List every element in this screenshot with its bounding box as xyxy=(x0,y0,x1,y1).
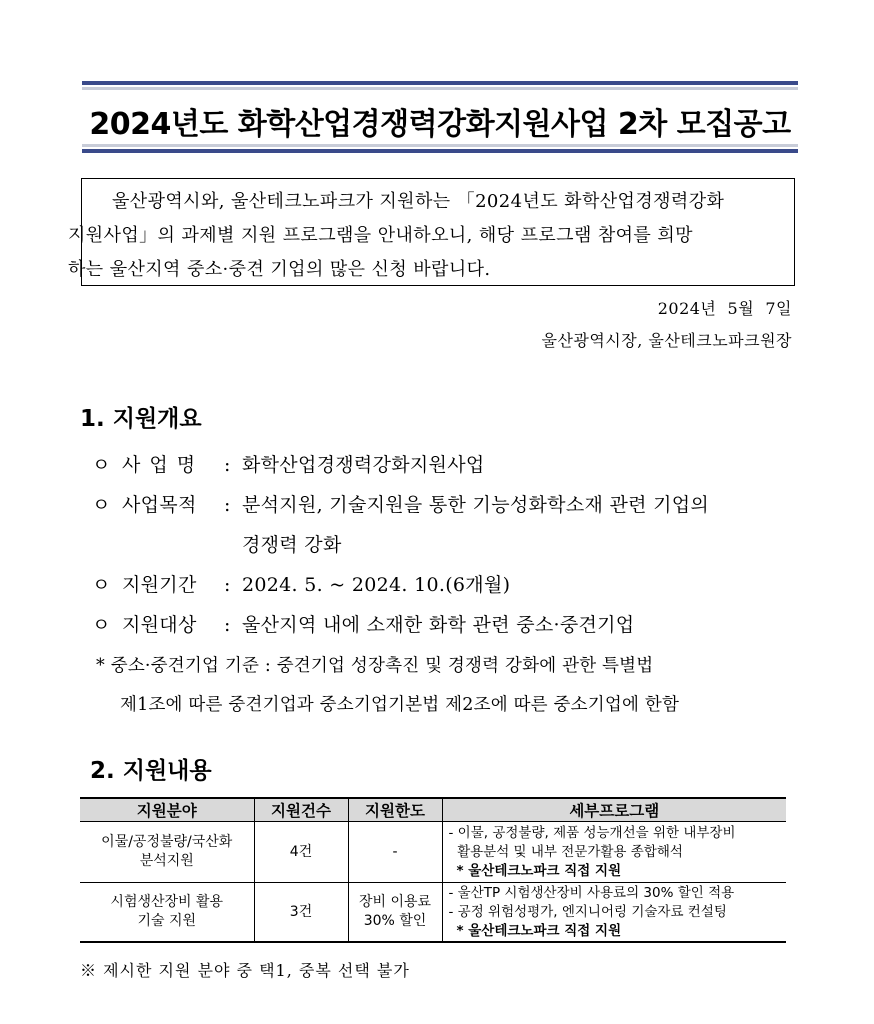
criteria-note-line-1: * 중소·중견기업 기준 : 중견기업 성장촉진 및 경쟁력 강화에 관한 특별법 xyxy=(96,656,654,676)
header-limit: 지원한도 xyxy=(348,798,442,822)
item-value: 분석지원, 기술지원을 통한 기능성화학소재 관련 기업의 xyxy=(242,494,710,516)
cell-limit: 장비 이용료 30% 할인 xyxy=(348,883,442,943)
header-field: 지원분야 xyxy=(80,798,254,822)
item-label: 지원기간 xyxy=(122,574,197,596)
page-title: 2024년도 화학산업경쟁력강화지원사업 2차 모집공고 xyxy=(89,107,791,142)
cell-field: 이물/공정불량/국산화 분석지원 xyxy=(80,822,254,883)
selection-footnote: ※ 제시한 지원 분야 중 택1, 중복 선택 불가 xyxy=(80,961,410,980)
table-row xyxy=(80,883,786,943)
support-table xyxy=(80,797,786,943)
section-1-heading: 1. 지원개요 xyxy=(80,406,202,432)
intro-box xyxy=(68,178,795,286)
intro-line-3: 하는 울산지역 중소·중견 기업의 많은 신청 바랍니다. xyxy=(68,259,491,280)
cell-detail: - 울산TP 시험생산장비 사용료의 30% 할인 적용 - 공정 위험성평가, 엔지니어링 기술자료 컨설팅 * 울산테크노파크 직접 지원 xyxy=(442,883,786,943)
title-banner xyxy=(82,81,798,153)
item-value: 화학산업경쟁력강화지원사업 xyxy=(242,454,485,476)
cell-count: 4건 xyxy=(254,822,348,883)
announcement-date: 2024년 5월 7일 xyxy=(657,299,792,318)
item-label: 지원대상 xyxy=(122,614,197,636)
cell-field: 시험생산장비 활용 기술 지원 xyxy=(80,883,254,943)
header-count: 지원건수 xyxy=(254,798,348,822)
intro-line-1: 울산광역시와, 울산테크노파크가 지원하는 「2024년도 화학산업경쟁력강화 xyxy=(112,191,725,212)
item-value: 울산지역 내에 소재한 화학 관련 중소·중견기업 xyxy=(242,614,635,636)
item-value: 2024. 5. ~ 2024. 10.(6개월) xyxy=(242,574,511,596)
item-label: 사업명 xyxy=(122,454,205,476)
item-label: 사업목적 xyxy=(122,494,197,516)
cell-detail: - 이물, 공정불량, 제품 성능개선을 위한 내부장비 활용분석 및 내부 전문가활용 종합해석 * 울산테크노파크 직접 지원 xyxy=(442,822,786,883)
overview-item-name: ㅇ 사업명 : 화학산업경쟁력강화지원사업 xyxy=(92,450,485,477)
overview-item-period: ㅇ 지원기간 : 2024. 5. ~ 2024. 10.(6개월) xyxy=(92,570,510,597)
criteria-note-line-2: 제1조에 따른 중견기업과 중소기업기본법 제2조에 따른 중소기업에 한함 xyxy=(120,695,680,715)
overview-item-purpose-cont: 경쟁력 강화 xyxy=(242,534,342,556)
section-2-heading: 2. 지원내용 xyxy=(90,758,212,784)
overview-item-target: ㅇ 지원대상 : 울산지역 내에 소재한 화학 관련 중소·중견기업 xyxy=(92,610,634,637)
table-row xyxy=(80,822,786,883)
cell-count: 3건 xyxy=(254,883,348,943)
intro-line-2: 지원사업」의 과제별 지원 프로그램을 안내하오니, 해당 프로그램 참여를 희망 xyxy=(68,225,693,246)
table-header-row xyxy=(80,798,786,822)
cell-limit: - xyxy=(348,822,442,883)
header-detail: 세부프로그램 xyxy=(442,798,786,822)
signatory: 울산광역시장, 울산테크노파크원장 xyxy=(541,331,792,350)
overview-item-purpose: ㅇ 사업목적 : 분석지원, 기술지원을 통한 기능성화학소재 관련 기업의 xyxy=(92,490,709,517)
